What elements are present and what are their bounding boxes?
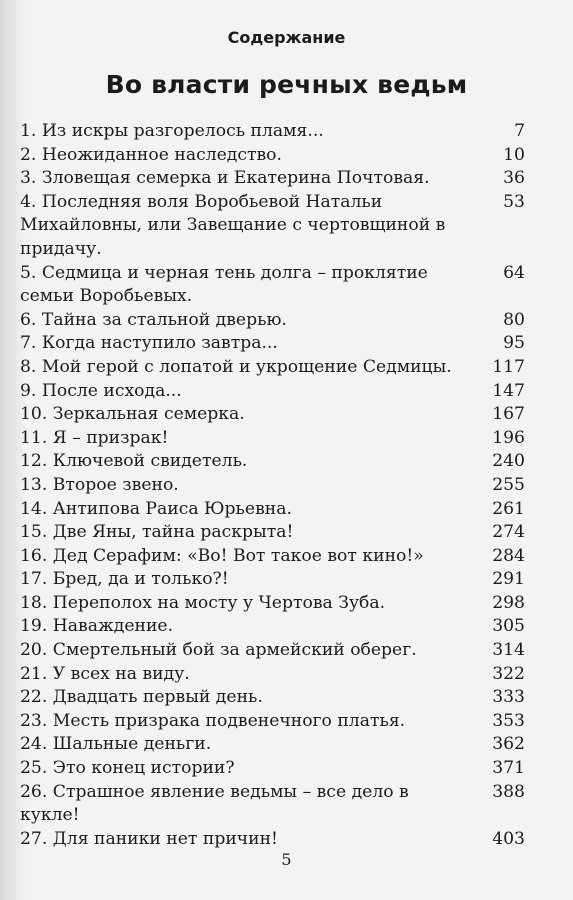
toc-entry-page: 333 bbox=[492, 687, 525, 708]
toc-entry-page: 7 bbox=[514, 121, 525, 141]
toc-entry-page: 261 bbox=[492, 498, 525, 519]
toc-entry-title: 14. Антипова Раиса Юрьевна. bbox=[20, 498, 292, 519]
toc-entry-page: 117 bbox=[492, 356, 525, 377]
toc-entry-title: 24. Шальные деньги. bbox=[20, 734, 212, 755]
toc-entry bbox=[20, 380, 525, 404]
toc-entry-page: 196 bbox=[492, 427, 525, 448]
book-title: Во власти речных ведьм bbox=[105, 70, 468, 99]
toc-entry bbox=[20, 615, 525, 639]
toc-entry-title: 23. Месть призрака подвенечного платья. bbox=[20, 710, 406, 731]
toc-entry-page: 274 bbox=[492, 522, 525, 543]
toc-entry-page: 298 bbox=[492, 592, 525, 613]
toc-entry-page: 284 bbox=[492, 545, 525, 566]
toc-entry-page: 53 bbox=[503, 191, 525, 212]
contents-heading: Содержание bbox=[227, 28, 346, 47]
toc-entry bbox=[20, 639, 525, 663]
toc-entry-title: 12. Ключевой свидетель. bbox=[20, 451, 248, 472]
toc-entry bbox=[20, 262, 525, 309]
toc-entry-page: 353 bbox=[492, 710, 525, 731]
toc-entry bbox=[20, 427, 525, 451]
toc-entry-title: 15. Две Яны, тайна раскрыта! bbox=[20, 522, 294, 543]
toc-entry bbox=[20, 710, 525, 734]
toc-entry-page: 240 bbox=[492, 451, 525, 472]
toc-entry-title: 21. У всех на виду. bbox=[20, 663, 190, 684]
toc-entry bbox=[20, 332, 525, 356]
toc-entry bbox=[20, 545, 525, 569]
toc-entry bbox=[20, 144, 525, 168]
toc-entry-page: 147 bbox=[492, 380, 525, 401]
toc-entry-page: 403 bbox=[492, 828, 525, 849]
toc-entry-title: 2. Неожиданное наследство. bbox=[20, 144, 282, 165]
toc-entry-page: 388 bbox=[492, 781, 525, 802]
toc-entry-title: 7. Когда наступило завтра... bbox=[20, 333, 278, 354]
toc-entry-title: 26. Страшное явление ведьмы – все дело в кукле! bbox=[20, 781, 409, 826]
toc-entry-title: 13. Второе звено. bbox=[20, 474, 179, 495]
toc-entry-page: 64 bbox=[503, 262, 525, 283]
toc-entry bbox=[20, 733, 525, 757]
toc-entry-page: 10 bbox=[503, 144, 525, 165]
toc-entry-page: 36 bbox=[503, 168, 525, 189]
toc-entry bbox=[20, 309, 525, 333]
toc-entry bbox=[20, 356, 525, 380]
toc-entry-title: 17. Бред, да и только?! bbox=[20, 569, 229, 590]
toc-entry bbox=[20, 828, 525, 852]
toc-entry-title: 10. Зеркальная семерка. bbox=[20, 404, 245, 425]
toc-entry bbox=[20, 568, 525, 592]
toc-entry-page: 291 bbox=[492, 569, 525, 590]
toc-entry-title: 6. Тайна за стальной дверью. bbox=[20, 309, 287, 330]
toc-entry bbox=[20, 592, 525, 616]
toc-entry-page: 167 bbox=[492, 404, 525, 425]
toc-entry-title: 19. Наваждение. bbox=[20, 616, 174, 637]
toc-entry-title: 5. Седмица и черная тень долга – проклятие семьи Воробьевых. bbox=[20, 262, 428, 307]
toc-entry-title: 18. Переполох на мосту у Чертова Зуба. bbox=[20, 592, 386, 613]
table-of-contents bbox=[20, 120, 525, 851]
toc-entry-page: 80 bbox=[503, 309, 525, 330]
toc-entry-title: 16. Дед Серафим: «Во! Вот такое вот кино!» bbox=[20, 545, 424, 566]
toc-entry-page: 305 bbox=[492, 616, 525, 637]
toc-entry-page: 314 bbox=[492, 640, 525, 661]
toc-entry bbox=[20, 450, 525, 474]
toc-entry bbox=[20, 663, 525, 687]
toc-entry bbox=[20, 167, 525, 191]
toc-entry-title: 3. Зловещая семерка и Екатерина Почтовая. bbox=[20, 168, 430, 189]
toc-entry-title: 27. Для паники нет причин! bbox=[20, 828, 278, 849]
toc-entry-page: 95 bbox=[503, 333, 525, 354]
toc-entry-title: 25. Это конец истории? bbox=[20, 758, 235, 779]
toc-entry-page: 362 bbox=[492, 734, 525, 755]
toc-entry bbox=[20, 474, 525, 498]
toc-entry bbox=[20, 757, 525, 781]
toc-entry bbox=[20, 403, 525, 427]
toc-entry-page: 322 bbox=[492, 663, 525, 684]
toc-entry-title: 8. Мой герой с лопатой и укрощение Седмицы. bbox=[20, 356, 452, 377]
toc-entry bbox=[20, 521, 525, 545]
toc-entry-title: 1. Из искры разгорелось пламя... bbox=[20, 121, 324, 141]
toc-entry-title: 11. Я – призрак! bbox=[20, 427, 169, 448]
toc-entry-page: 255 bbox=[492, 474, 525, 495]
toc-entry-title: 9. После исхода... bbox=[20, 380, 182, 401]
toc-entry bbox=[20, 781, 525, 828]
page-number: 5 bbox=[281, 850, 292, 869]
toc-entry-title: 4. Последняя воля Воробьевой Натальи Михайловны, или Завещание с чертовщиной в придачу. bbox=[20, 191, 446, 259]
toc-entry bbox=[20, 498, 525, 522]
toc-entry bbox=[20, 686, 525, 710]
toc-entry-page: 371 bbox=[492, 758, 525, 779]
toc-entry-title: 20. Смертельный бой за армейский оберег. bbox=[20, 640, 417, 661]
toc-entry-title: 22. Двадцать первый день. bbox=[20, 687, 263, 708]
toc-entry bbox=[20, 120, 525, 144]
toc-entry bbox=[20, 191, 525, 262]
